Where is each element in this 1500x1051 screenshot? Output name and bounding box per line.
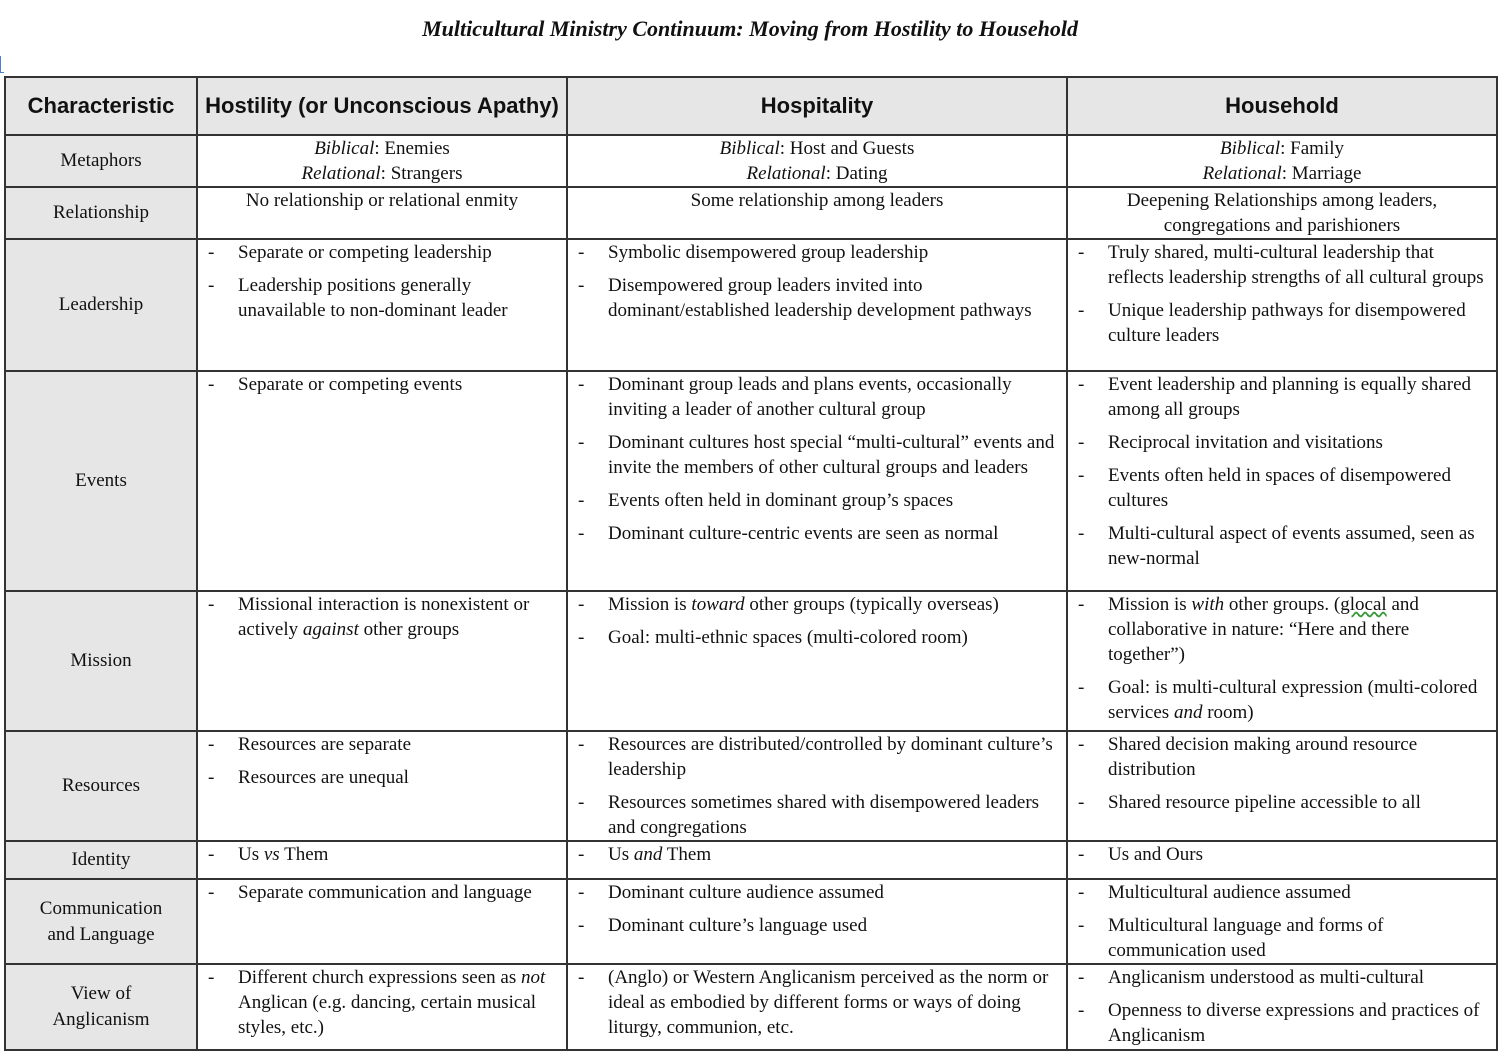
list-item: - Mission is with other groups. (glocal and collaborative in nature: “Here and there together”) xyxy=(1068,592,1496,667)
row-anglicanism xyxy=(5,964,1497,1050)
cell-resources-hostility xyxy=(197,731,567,841)
cell-anglicanism-hostility xyxy=(197,964,567,1050)
list-item: - Us and Them xyxy=(568,842,1066,867)
row-mission xyxy=(5,591,1497,731)
row-label-identity: Identity xyxy=(5,841,197,879)
cell-metaphors-household: Biblical: Family Relational: Marriage xyxy=(1067,135,1497,187)
cell-leadership-hospitality xyxy=(567,239,1067,371)
list-item: - Multicultural audience assumed xyxy=(1068,880,1496,905)
row-label-relationship: Relationship xyxy=(5,187,197,239)
list-item: - Reciprocal invitation and visitations xyxy=(1068,430,1496,455)
document-title: Multicultural Ministry Continuum: Moving from Hostility to Household xyxy=(422,16,1078,41)
list-item: - Us vs Them xyxy=(198,842,566,867)
list-item: - (Anglo) or Western Anglicanism perceived as the norm or ideal as embodied by different forms or ways of doing liturgy, communion, etc. xyxy=(568,965,1066,1040)
list-item: - Unique leadership pathways for disempowered culture leaders xyxy=(1068,298,1496,348)
row-leadership xyxy=(5,239,1497,371)
header-hostility: Hostility (or Unconscious Apathy) xyxy=(197,77,567,135)
cell-events-household xyxy=(1067,371,1497,591)
list-item: - Openness to diverse expressions and practices of Anglicanism xyxy=(1068,998,1496,1048)
list-item: - Missional interaction is nonexistent or actively against other groups xyxy=(198,592,566,642)
list-item: - Shared decision making around resource distribution xyxy=(1068,732,1496,782)
cell-events-hospitality xyxy=(567,371,1067,591)
row-label-metaphors: Metaphors xyxy=(5,135,197,187)
cell-leadership-household xyxy=(1067,239,1497,371)
cell-anglicanism-hospitality xyxy=(567,964,1067,1050)
list-item: - Event leadership and planning is equally shared among all groups xyxy=(1068,372,1496,422)
list-item: - Leadership positions generally unavailable to non-dominant leader xyxy=(198,273,566,323)
header-row xyxy=(5,77,1497,135)
list-item: - Dominant cultures host special “multi-cultural” events and invite the members of other cultural groups and leaders xyxy=(568,430,1066,480)
row-resources xyxy=(5,731,1497,841)
row-label-mission: Mission xyxy=(5,591,197,731)
list-item: - Resources are unequal xyxy=(198,765,566,790)
list-item: - Shared resource pipeline accessible to all xyxy=(1068,790,1496,815)
cell-events-hostility xyxy=(197,371,567,591)
cell-relationship-household: Deepening Relationships among leaders, congregations and parishioners xyxy=(1067,187,1497,239)
cell-mission-hostility xyxy=(197,591,567,731)
list-item: - Mission is toward other groups (typically overseas) xyxy=(568,592,1066,617)
continuum-table xyxy=(4,76,1498,1051)
cell-resources-household xyxy=(1067,731,1497,841)
cell-relationship-hostility: No relationship or relational enmity xyxy=(197,187,567,239)
list-item: - Different church expressions seen as not Anglican (e.g. dancing, certain musical styles, etc.) xyxy=(198,965,566,1040)
cell-anglicanism-household xyxy=(1067,964,1497,1050)
list-item: - Dominant culture’s language used xyxy=(568,913,1066,938)
list-item: - Resources are distributed/controlled by dominant culture’s leadership xyxy=(568,732,1066,782)
cell-mission-household xyxy=(1067,591,1497,731)
list-item: - Multi-cultural aspect of events assumed, seen as new-normal xyxy=(1068,521,1496,571)
row-events xyxy=(5,371,1497,591)
header-household: Household xyxy=(1067,77,1497,135)
row-label-communication: Communication and Language xyxy=(5,879,197,964)
cell-leadership-hostility xyxy=(197,239,567,371)
list-item: - Goal: multi-ethnic spaces (multi-colored room) xyxy=(568,625,1066,650)
list-item: - Goal: is multi-cultural expression (multi-colored services and room) xyxy=(1068,675,1496,725)
list-item: - Disempowered group leaders invited into dominant/established leadership development pathways xyxy=(568,273,1066,323)
cell-relationship-hospitality: Some relationship among leaders xyxy=(567,187,1067,239)
cell-communication-hospitality xyxy=(567,879,1067,964)
list-item: - Separate or competing events xyxy=(198,372,566,397)
header-hospitality: Hospitality xyxy=(567,77,1067,135)
list-item: - Events often held in spaces of disempowered cultures xyxy=(1068,463,1496,513)
cell-mission-hospitality xyxy=(567,591,1067,731)
list-item: - Events often held in dominant group’s spaces xyxy=(568,488,1066,513)
list-item: - Resources sometimes shared with disempowered leaders and congregations xyxy=(568,790,1066,840)
row-label-events: Events xyxy=(5,371,197,591)
row-metaphors xyxy=(5,135,1497,187)
cell-resources-hospitality xyxy=(567,731,1067,841)
cell-metaphors-hospitality: Biblical: Host and Guests Relational: Dating xyxy=(567,135,1067,187)
list-item: - Resources are separate xyxy=(198,732,566,757)
row-identity xyxy=(5,841,1497,879)
list-item: - Separate or competing leadership xyxy=(198,240,566,265)
cell-identity-hostility xyxy=(197,841,567,879)
list-item: - Symbolic disempowered group leadership xyxy=(568,240,1066,265)
list-item: - Dominant culture-centric events are seen as normal xyxy=(568,521,1066,546)
cell-communication-hostility xyxy=(197,879,567,964)
list-item: - Multicultural language and forms of communication used xyxy=(1068,913,1496,963)
list-item: - Truly shared, multi-cultural leadership that reflects leadership strengths of all cultural groups xyxy=(1068,240,1496,290)
list-item: - Dominant culture audience assumed xyxy=(568,880,1066,905)
text-cursor-marker xyxy=(0,56,4,73)
row-label-resources: Resources xyxy=(5,731,197,841)
list-item: - Dominant group leads and plans events, occasionally inviting a leader of another cultural group xyxy=(568,372,1066,422)
cell-metaphors-hostility: Biblical: Enemies Relational: Strangers xyxy=(197,135,567,187)
cell-communication-household xyxy=(1067,879,1497,964)
row-label-leadership: Leadership xyxy=(5,239,197,371)
row-communication xyxy=(5,879,1497,964)
cell-identity-hospitality xyxy=(567,841,1067,879)
list-item: - Anglicanism understood as multi-cultural xyxy=(1068,965,1496,990)
row-label-anglicanism: View of Anglicanism xyxy=(5,964,197,1050)
header-characteristic: Characteristic xyxy=(5,77,197,135)
list-item: - Separate communication and language xyxy=(198,880,566,905)
row-relationship xyxy=(5,187,1497,239)
cell-identity-household xyxy=(1067,841,1497,879)
list-item: - Us and Ours xyxy=(1068,842,1496,867)
